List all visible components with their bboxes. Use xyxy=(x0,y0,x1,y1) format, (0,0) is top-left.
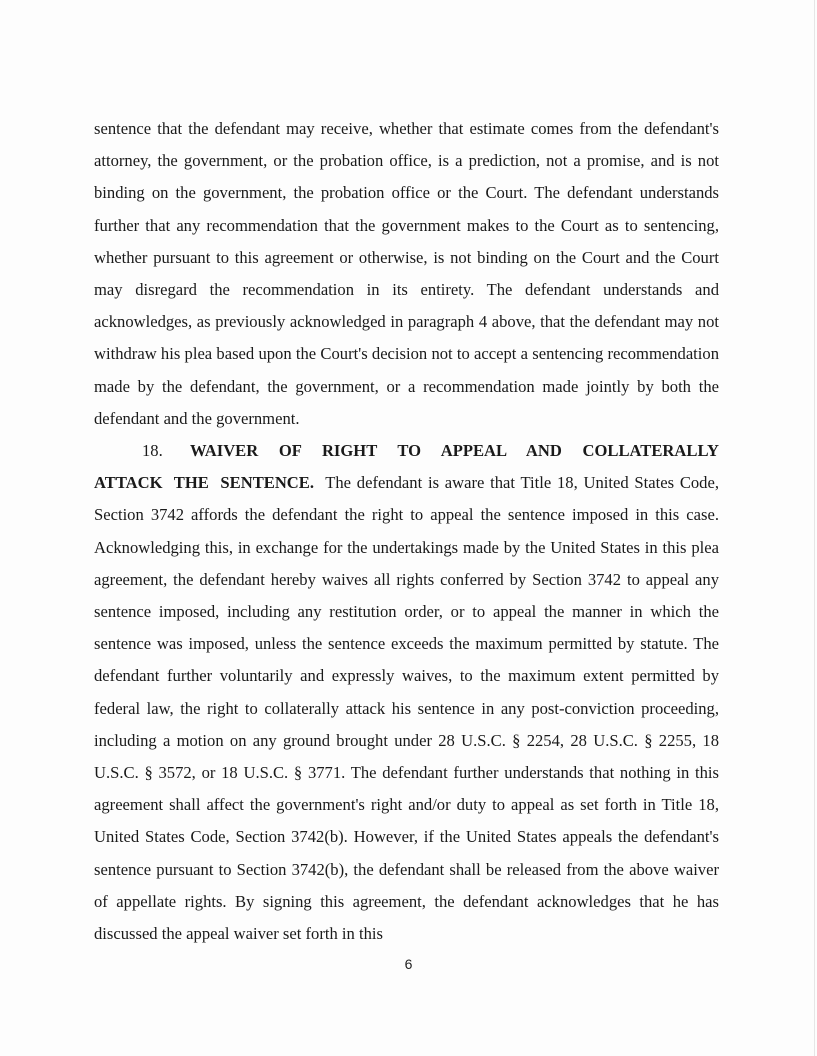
section-heading: WAIVER OF RIGHT TO APPEAL AND COLLATERALLY ATTACK THE SENTENCE. xyxy=(94,441,719,493)
section-body: The defendant is aware that Title 18, United States Code, Section 3742 affords the defendant the right to appeal the sentence imposed in this case. Acknowledging this, in exchange for the undertakings made by the United States in this plea agreement, the defendant hereby waives all rights conferred by Section 3742 to appeal any sentence imposed, including any restitution order, or to appeal the manner in which the sentence was imposed, unless the sentence exceeds the maximum permitted by statute. The defendant further voluntarily and expressly waives, to the maximum extent permitted by federal law, the right to collaterally attack his sentence in any post-conviction proceeding, including a motion on any ground brought under 28 U.S.C. § 2254, 28 U.S.C. § 2255, 18 U.S.C. § 3572, or 18 U.S.C. § 3771. The defendant further understands that nothing in this agreement shall affect the government's right and/or duty to appeal as set forth in Title 18, United States Code, Section 3742(b). However, if the United States appeals the defendant's sentence pursuant to Section 3742(b), the defendant shall be released from the above waiver of appellate rights. By signing this agreement, the defendant acknowledges that he has discussed the appeal waiver set forth in this xyxy=(94,473,719,944)
page-edge xyxy=(814,0,815,1056)
continuation-paragraph: sentence that the defendant may receive, whether that estimate comes from the defendant's attorney, the government, or the probation office, is a prediction, not a promise, and is not binding on the government, the probation office or the Court. The defendant understands further that any recommendation that the government makes to the Court as to sentencing, whether pursuant to this agreement or otherwise, is not binding on the Court and the Court may disregard the recommendation in its entirety. The defendant understands and acknowledges, as previously acknowledged in paragraph 4 above, that the defendant may not withdraw his plea based upon the Court's decision not to accept a sentencing recommendation made by the defendant, the government, or a recommendation made jointly by both the defendant and the government. xyxy=(94,119,719,428)
page-body xyxy=(94,113,719,950)
page-number: 6 xyxy=(404,956,413,972)
paragraph-number: 18. xyxy=(142,441,163,461)
paragraph-18 xyxy=(94,435,719,950)
